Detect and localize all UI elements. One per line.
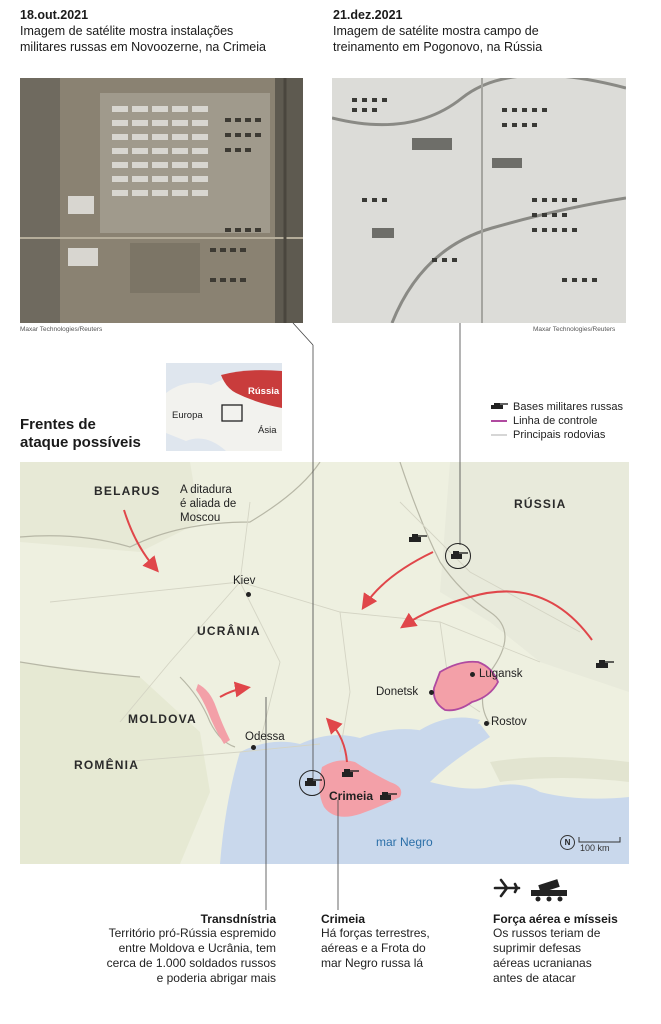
right-image-date: 21.dez.2021 [333,8,403,22]
note-crimea-line-1: Há forças terrestres, [321,926,430,940]
inset-label-asia: Ásia [258,425,277,436]
label-kiev: Kiev [233,575,256,587]
base-tank-icon-pogonovo [449,550,469,562]
label-romania: ROMÊNIA [74,758,140,772]
kiev-dot [246,592,251,597]
note-air-line-4: antes de atacar [493,971,576,985]
north-arrow-icon: N [560,835,575,850]
label-lugansk: Lugansk [479,668,523,680]
donetsk-dot [429,690,434,695]
belarus-note-line-3: Moscou [180,512,221,524]
note-transnistria-line-1: Território pró-Rússia espremido [108,926,276,940]
note-crimea-title: Crimeia [321,912,366,926]
label-donetsk: Donetsk [376,686,419,698]
label-black-sea: mar Negro [376,835,433,849]
belarus-note [180,483,236,525]
arrow-russia-east [405,591,592,640]
note-crimea-line-2: aéreas e a Frota do [321,941,426,955]
arrow-russia-north [365,552,433,605]
legend-roads-label: Principais rodovias [513,429,606,441]
inset-label-russia: Rússia [248,386,280,397]
airplane-icon [493,876,523,900]
base-tank-icon-crimea-2 [340,768,360,780]
label-russia: RÚSSIA [514,497,567,511]
belarus-note-line-1: A ditadura [180,484,232,496]
left-image-credit: Maxar Technologies/Reuters [20,326,103,333]
note-transnistria-title: Transdnístria [200,912,276,926]
rostov-dot [484,721,489,726]
right-image-credit: Maxar Technologies/Reuters [533,326,616,333]
base-tank-icon-crimea [303,777,323,789]
left-caption-line-1: Imagem de satélite mostra instalações [20,24,234,38]
label-odessa: Odessa [245,731,285,743]
label-crimea-map: Crimeia [329,789,374,803]
right-caption-line-1: Imagem de satélite mostra campo de [333,24,539,38]
note-air-line-3: aéreas ucranianas [493,956,592,970]
arrow-transnistria [220,688,245,697]
base-tank-icon-crimea-3 [378,791,398,803]
missile-launcher-icon [529,878,573,902]
leader-left-image [293,323,313,345]
label-moldova: MOLDOVA [128,712,197,726]
lugansk-dot [470,672,475,677]
map-title-line-1: Frentes de [20,416,96,433]
belarus-note-line-2: é aliada de [180,498,237,510]
label-rostov: Rostov [491,716,527,728]
right-caption-line-2: treinamento em Pogonovo, na Rússia [333,40,543,54]
note-crimea-line-3: mar Negro russa lá [321,956,424,970]
arrow-crimea [330,722,347,762]
note-air-title: Força aérea e mísseis [493,912,618,926]
left-image-date: 18.out.2021 [20,8,89,22]
left-caption-line-2: militares russas em Novoozerne, na Crimeia [20,40,266,54]
scale-label: 100 km [580,843,610,853]
note-air-line-1: Os russos teriam de [493,926,601,940]
label-belarus: BELARUS [94,484,161,498]
note-transnistria-line-2: entre Moldova e Ucrânia, tem [118,941,276,955]
note-crimea [321,912,471,971]
note-transnistria-line-3: cerca de 1.000 soldados russos [106,956,276,970]
base-tank-icon-east [594,659,616,671]
note-air [493,912,643,986]
arrow-belarus [124,510,155,568]
note-transnistria [60,912,276,986]
legend-bases-label: Bases militares russas [513,401,624,413]
note-air-line-2: suprimir defesas [493,941,582,955]
odessa-dot [251,745,256,750]
base-tank-icon-1 [407,533,429,545]
legend-control-label: Linha de controle [513,415,598,427]
inset-label-europe: Europa [172,410,203,421]
note-transnistria-line-4: e poderia abrigar mais [156,971,276,985]
label-ukraine: UCRÂNIA [197,624,261,638]
map-title-line-2: ataque possíveis [20,434,141,451]
